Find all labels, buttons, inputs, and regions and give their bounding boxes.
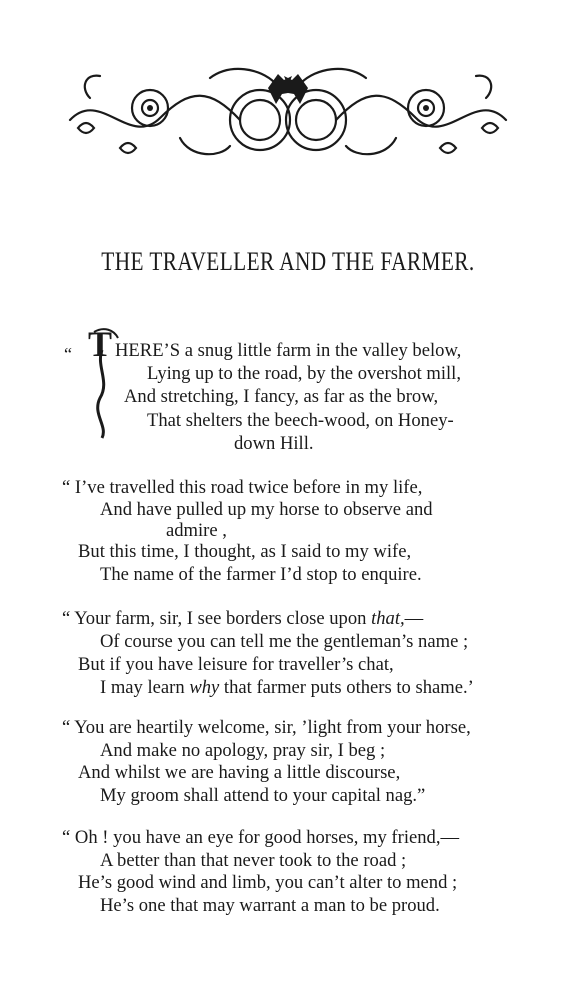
- stanza2-line1: “ I’ve travelled this road twice before in my life,: [62, 477, 423, 498]
- stanza1-line4: That shelters the beech-wood, on Honey-: [147, 410, 454, 431]
- stanza2-line3: admire ,: [166, 520, 227, 541]
- stanza2-line2: And have pulled up my horse to observe and: [100, 499, 433, 520]
- stanza5-line2: A better than that never took to the road ;: [100, 850, 407, 871]
- stanza1-line5: down Hill.: [234, 433, 314, 454]
- stanza3-line3: But if you have leisure for traveller’s chat,: [78, 654, 394, 675]
- header-ornament-image: [60, 58, 516, 168]
- stanza3-line4-rest: that farmer puts others to shame.’: [219, 677, 474, 698]
- stanza5-line1: “ Oh ! you have an eye for good horses, my friend,—: [62, 827, 460, 848]
- stanza2-line4: But this time, I thought, as I said to my wife,: [78, 541, 412, 562]
- stanza3-line1-text: “ Your farm, sir, I see borders close upon: [62, 608, 372, 629]
- opening-quote-mark: “: [64, 344, 72, 364]
- stanza1-line1: HERE’S a snug little farm in the valley below,: [115, 340, 462, 361]
- stanza4-line3: And whilst we are having a little discourse,: [78, 762, 401, 783]
- stanza1-line2: Lying up to the road, by the overshot mill,: [147, 363, 461, 384]
- stanza1-line3: And stretching, I fancy, as far as the brow,: [124, 386, 439, 407]
- stanza3-line4-text: I may learn: [100, 677, 190, 698]
- stanza3-line4: [100, 677, 474, 699]
- stanza5-line4: He’s one that may warrant a man to be proud.: [100, 895, 440, 916]
- stanza5-line3: He’s good wind and limb, you can’t alter to mend ;: [78, 872, 458, 893]
- stanza3-line1: [62, 608, 423, 630]
- poem-title: THE TRAVELLER AND THE FARMER.: [101, 247, 475, 276]
- stanza2-line5: The name of the farmer I’d stop to enquire.: [100, 564, 422, 585]
- stanza4-line1: “ You are heartily welcome, sir, ’light from your horse,: [62, 717, 471, 738]
- stanza4-line2: And make no apology, pray sir, I beg ;: [100, 740, 386, 761]
- dropcap-letter: T: [88, 326, 113, 364]
- stanza3-line1-dash: —: [404, 608, 424, 629]
- stanza3-line2: Of course you can tell me the gentleman’s name ;: [100, 631, 469, 652]
- stanza3-line4-emphasis: why: [189, 677, 220, 698]
- stanza3-line1-emphasis: that,: [371, 608, 405, 629]
- stanza4-line4: My groom shall attend to your capital nag.”: [100, 785, 426, 806]
